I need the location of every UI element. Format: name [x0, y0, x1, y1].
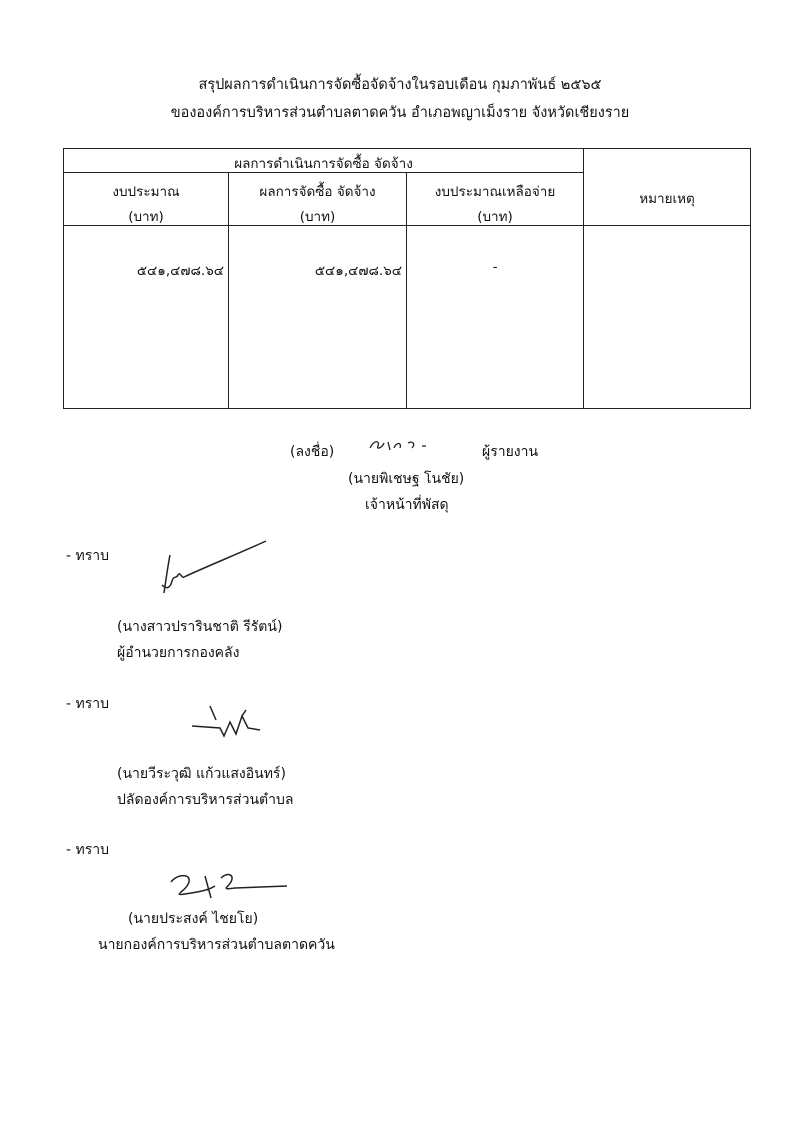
finance-director-signature — [150, 535, 270, 605]
ack-position-1: ผู้อำนวยการกองคลัง — [117, 645, 240, 661]
reporter-name: (นายพิเชษฐ โนชัย) — [348, 471, 465, 487]
ack-label-3: - ทราบ — [66, 842, 109, 858]
ack-position-2: ปลัดองค์การบริหารส่วนตำบล — [117, 792, 294, 808]
col-remaining-header: งบประมาณเหลือจ่าย — [434, 184, 556, 200]
document-subtitle: ขององค์การบริหารส่วนตำบลตาดควัน อำเภอพญาเม็งราย จังหวัดเชียงราย — [170, 105, 630, 121]
col-result-header: ผลการจัดซื้อ จัดจ้าง — [259, 184, 376, 200]
result-value: ๕๔๑,๔๗๘.๖๔ — [314, 263, 402, 279]
col-budget-unit: (บาท) — [128, 209, 164, 225]
ack-name-2: (นายวีระวุฒิ แก้วแสงอินทร์) — [117, 766, 286, 782]
reporter-role-suffix: ผู้รายงาน — [482, 444, 539, 460]
reporter-signature — [366, 434, 446, 458]
remaining-value: - — [492, 259, 498, 275]
col-remark-header: หมายเหตุ — [639, 191, 695, 207]
document-title: สรุปผลการดำเนินการจัดซื้อจัดจ้างในรอบเดือน กุมภาพันธ์ ๒๕๖๕ — [198, 77, 602, 93]
reporter-position: เจ้าหน้าที่พัสดุ — [365, 497, 449, 513]
deputy-signature — [190, 698, 270, 748]
col-remaining-unit: (บาท) — [477, 209, 513, 225]
mayor-signature — [165, 868, 295, 908]
group-header: ผลการดำเนินการจัดซื้อ จัดจ้าง — [234, 156, 413, 172]
col-budget-header: งบประมาณ — [112, 184, 180, 200]
ack-position-3: นายกองค์การบริหารส่วนตำบลตาดควัน — [98, 937, 335, 953]
procurement-summary-table — [63, 148, 751, 409]
col-result-unit: (บาท) — [299, 209, 336, 225]
ack-label-1: - ทราบ — [66, 548, 109, 564]
ack-name-1: (นางสาวปรารินชาติ รีรัตน์) — [117, 619, 283, 635]
ack-name-3: (นายประสงค์ ไชยโย) — [128, 911, 259, 927]
ack-label-2: - ทราบ — [66, 696, 109, 712]
budget-value: ๕๔๑,๔๗๘.๖๔ — [136, 263, 224, 279]
sign-prefix: (ลงชื่อ) — [290, 444, 335, 460]
